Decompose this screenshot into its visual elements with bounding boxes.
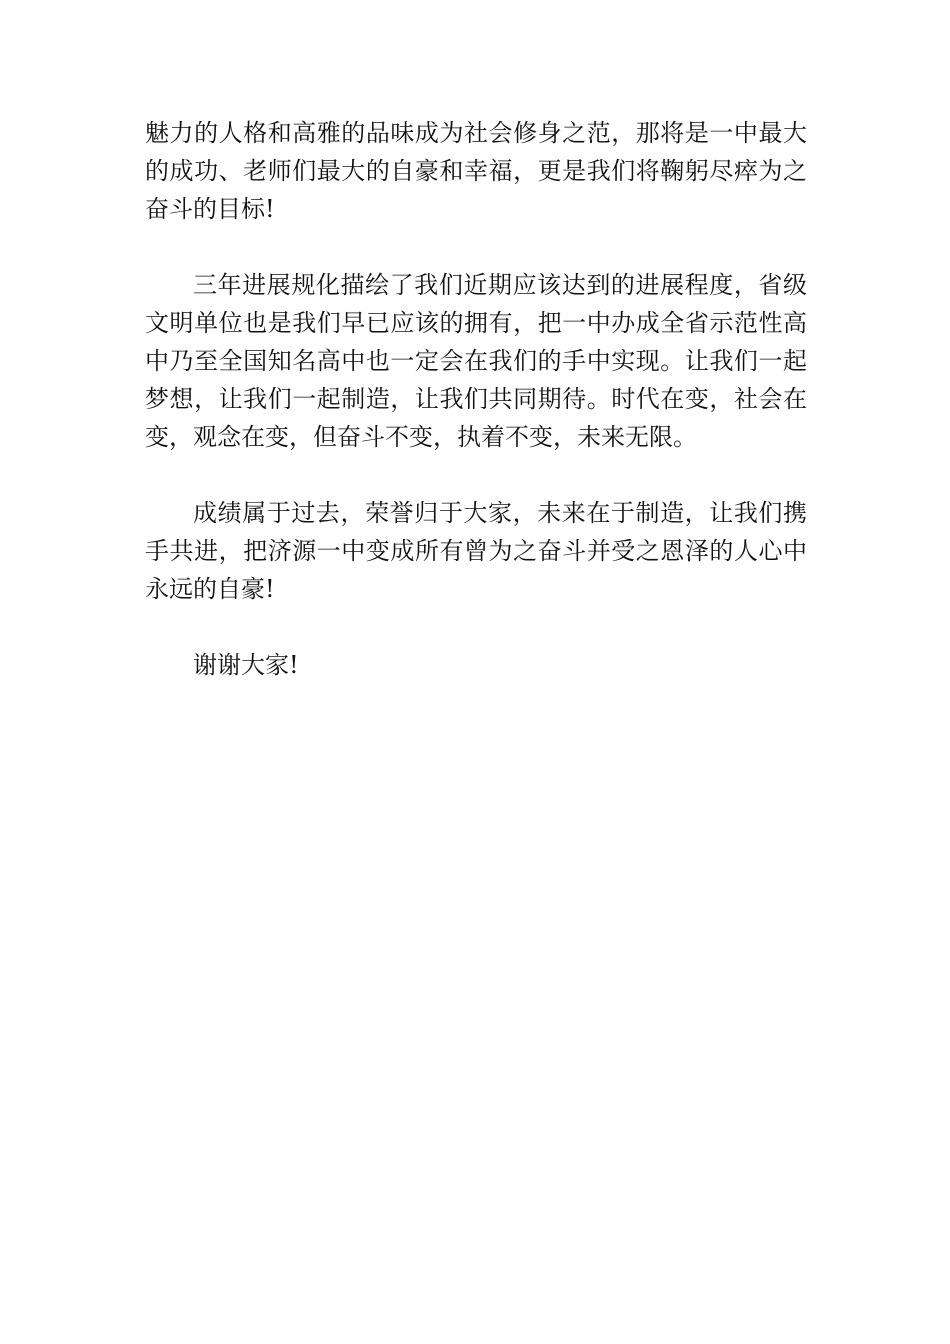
paragraph-4: [145, 646, 807, 684]
text-line: 文明单位也是我们早已应该的拥有，把一中办成全省示范性高: [145, 309, 807, 337]
text-line: 成绩属于过去，荣誉归于大家，未来在于制造，让我们携: [193, 499, 807, 527]
text-line: 的成功、老师们最大的自豪和幸福，更是我们将鞠躬尽瘁为之: [145, 157, 807, 185]
text-line: 变，观念在变，但奋斗不变，执着不变，未来无限。: [145, 423, 697, 451]
text-line: 谢谢大家!: [193, 651, 299, 679]
text-line: 手共进，把济源一中变成所有曾为之奋斗并受之恩泽的人心中: [145, 537, 807, 565]
text-line: 奋斗的目标!: [145, 195, 275, 223]
document-body: [145, 114, 807, 722]
paragraph-3: [145, 494, 807, 608]
text-line: 梦想，让我们一起制造，让我们共同期待。时代在变，社会在: [145, 385, 807, 413]
text-line: 永远的自豪!: [145, 575, 275, 603]
paragraph-2: [145, 266, 807, 456]
text-line: 中乃至全国知名高中也一定会在我们的手中实现。让我们一起: [145, 347, 807, 375]
text-line: 三年进展规化描绘了我们近期应该达到的进展程度，省级: [193, 271, 807, 299]
text-line: 魅力的人格和高雅的品味成为社会修身之范，那将是一中最大: [145, 119, 807, 147]
paragraph-1: [145, 114, 807, 228]
